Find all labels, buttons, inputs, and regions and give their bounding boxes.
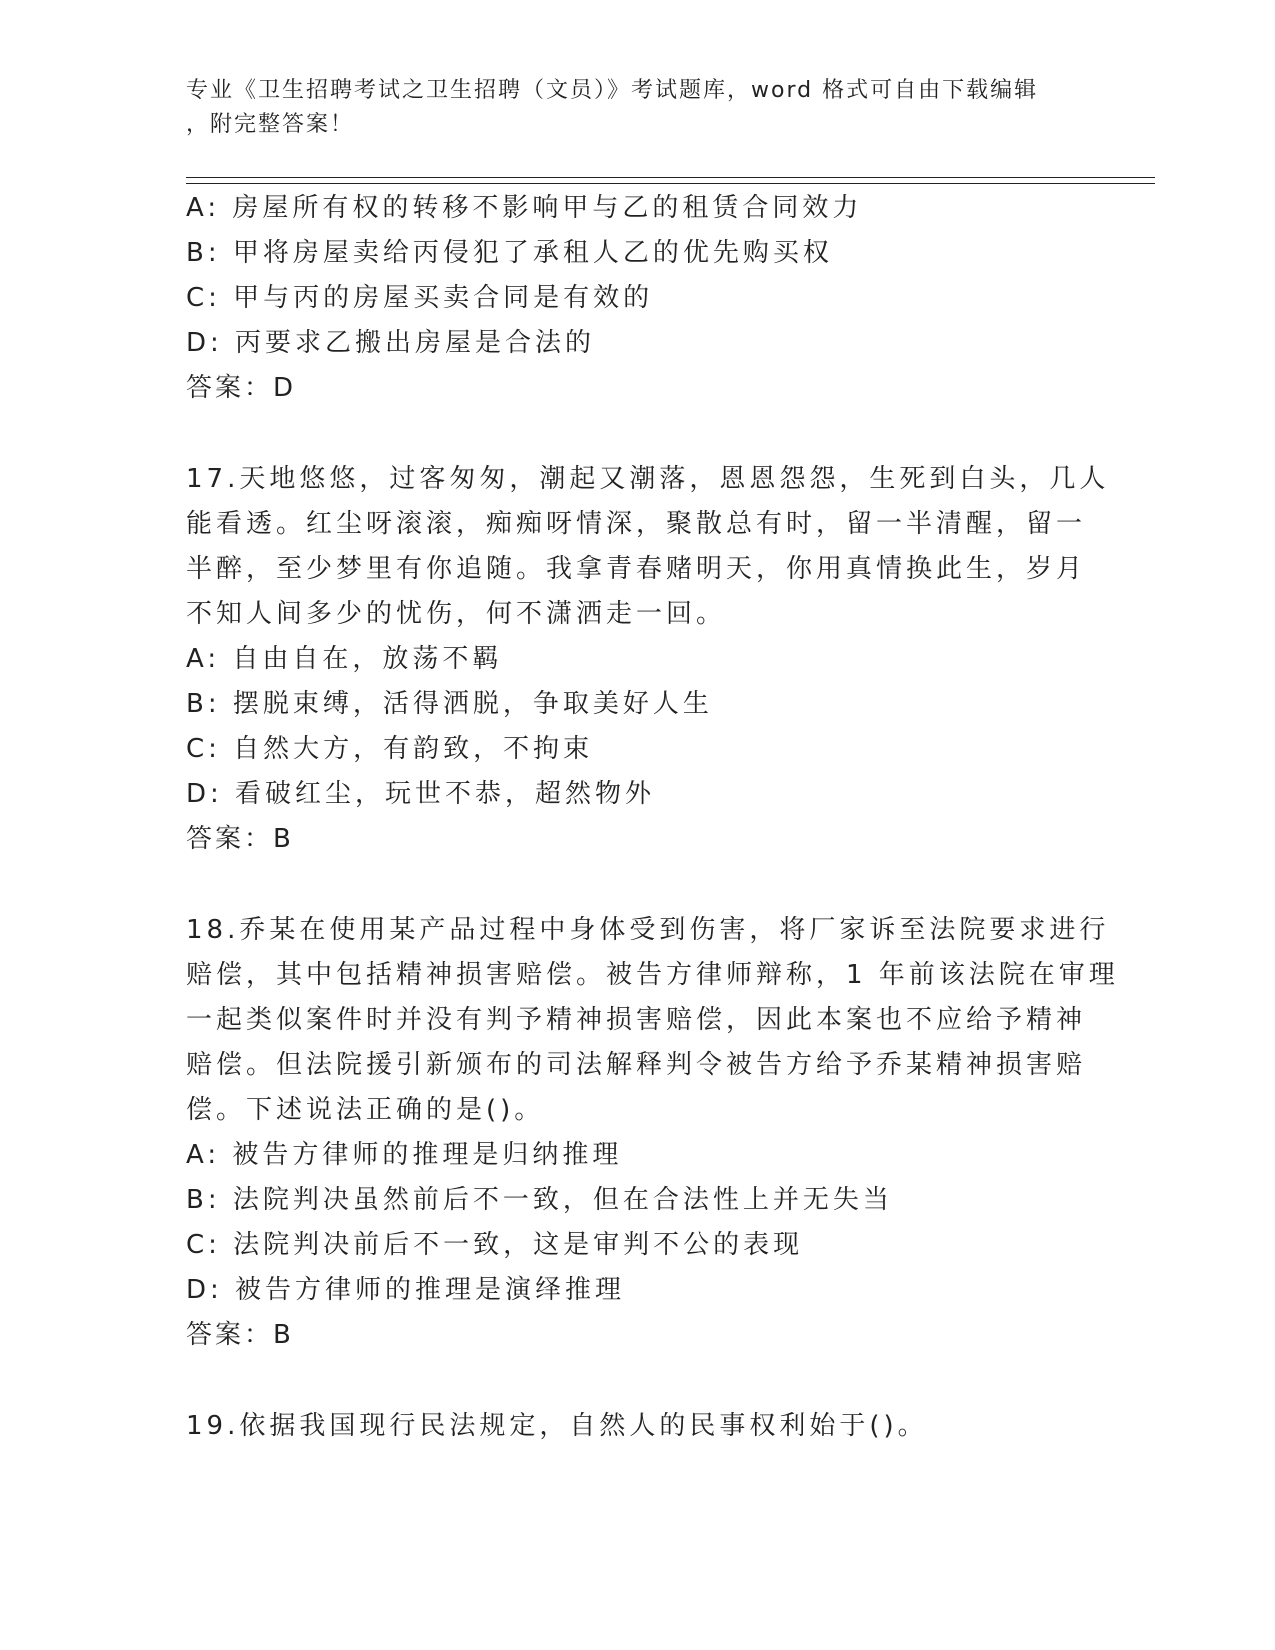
option-a: A: 房屋所有权的转移不影响甲与乙的租赁合同效力	[186, 193, 863, 223]
header-divider-top	[186, 177, 1155, 178]
question-text-line: 半醉，至少梦里有你追随。我拿青春赌明天，你用真情换此生，岁月	[186, 554, 1087, 584]
question-text-line: 能看透。红尘呀滚滚，痴痴呀情深，聚散总有时，留一半清醒，留一	[186, 509, 1087, 539]
option-d: D: 被告方律师的推理是演绎推理	[186, 1275, 626, 1305]
question-text	[186, 908, 1119, 1133]
header-line-2: ，附完整答案！	[186, 112, 355, 137]
question-text-line: 17.天地悠悠，过客匆匆，潮起又潮落，恩恩怨怨，生死到白头，几人	[186, 464, 1110, 494]
question-content	[186, 186, 1119, 1449]
question-text-line: 19.依据我国现行民法规定，自然人的民事权利始于()。	[186, 1411, 928, 1441]
option-d: D: 丙要求乙搬出房屋是合法的	[186, 328, 596, 358]
question-19	[186, 1404, 1086, 1449]
header-line-1: 专业《卫生招聘考试之卫生招聘（文员）》考试题库，word 格式可自由下载编辑	[186, 78, 1039, 103]
question-text-line: 赔偿。但法院援引新颁布的司法解释判令被告方给予乔某精神损害赔	[186, 1050, 1087, 1080]
question-18	[186, 908, 1119, 1358]
option-d: D: 看破红尘，玩世不恭，超然物外	[186, 779, 656, 809]
header-divider-bottom	[186, 183, 1155, 184]
question-16	[186, 186, 1086, 411]
question-text	[186, 457, 1110, 637]
question-text-line: 偿。下述说法正确的是()。	[186, 1095, 545, 1125]
spacer	[186, 411, 1086, 457]
question-17	[186, 457, 1110, 862]
question-text-line: 赔偿，其中包括精神损害赔偿。被告方律师辩称，1 年前该法院在审理	[186, 960, 1119, 990]
question-text-line: 不知人间多少的忧伤，何不潇洒走一回。	[186, 599, 727, 629]
spacer	[186, 1358, 1086, 1404]
spacer	[186, 862, 1086, 908]
question-text-line: 一起类似案件时并没有判予精神损害赔偿，因此本案也不应给予精神	[186, 1005, 1087, 1035]
option-b: B: 甲将房屋卖给丙侵犯了承租人乙的优先购买权	[186, 238, 833, 268]
answer: 答案：D	[186, 373, 297, 403]
option-c: C: 法院判决前后不一致，这是审判不公的表现	[186, 1230, 804, 1260]
option-b: B: 摆脱束缚，活得洒脱，争取美好人生	[186, 689, 713, 719]
option-c: C: 自然大方，有韵致，不拘束	[186, 734, 594, 764]
answer: 答案：B	[186, 1320, 294, 1350]
option-a: A: 被告方律师的推理是归纳推理	[186, 1140, 623, 1170]
option-a: A: 自由自在，放荡不羁	[186, 644, 503, 674]
document-header	[186, 74, 1066, 142]
answer: 答案：B	[186, 824, 294, 854]
option-c: C: 甲与丙的房屋买卖合同是有效的	[186, 283, 654, 313]
question-text-line: 18.乔某在使用某产品过程中身体受到伤害，将厂家诉至法院要求进行	[186, 915, 1110, 945]
option-b: B: 法院判决虽然前后不一致，但在合法性上并无失当	[186, 1185, 893, 1215]
question-text	[186, 1404, 1086, 1449]
